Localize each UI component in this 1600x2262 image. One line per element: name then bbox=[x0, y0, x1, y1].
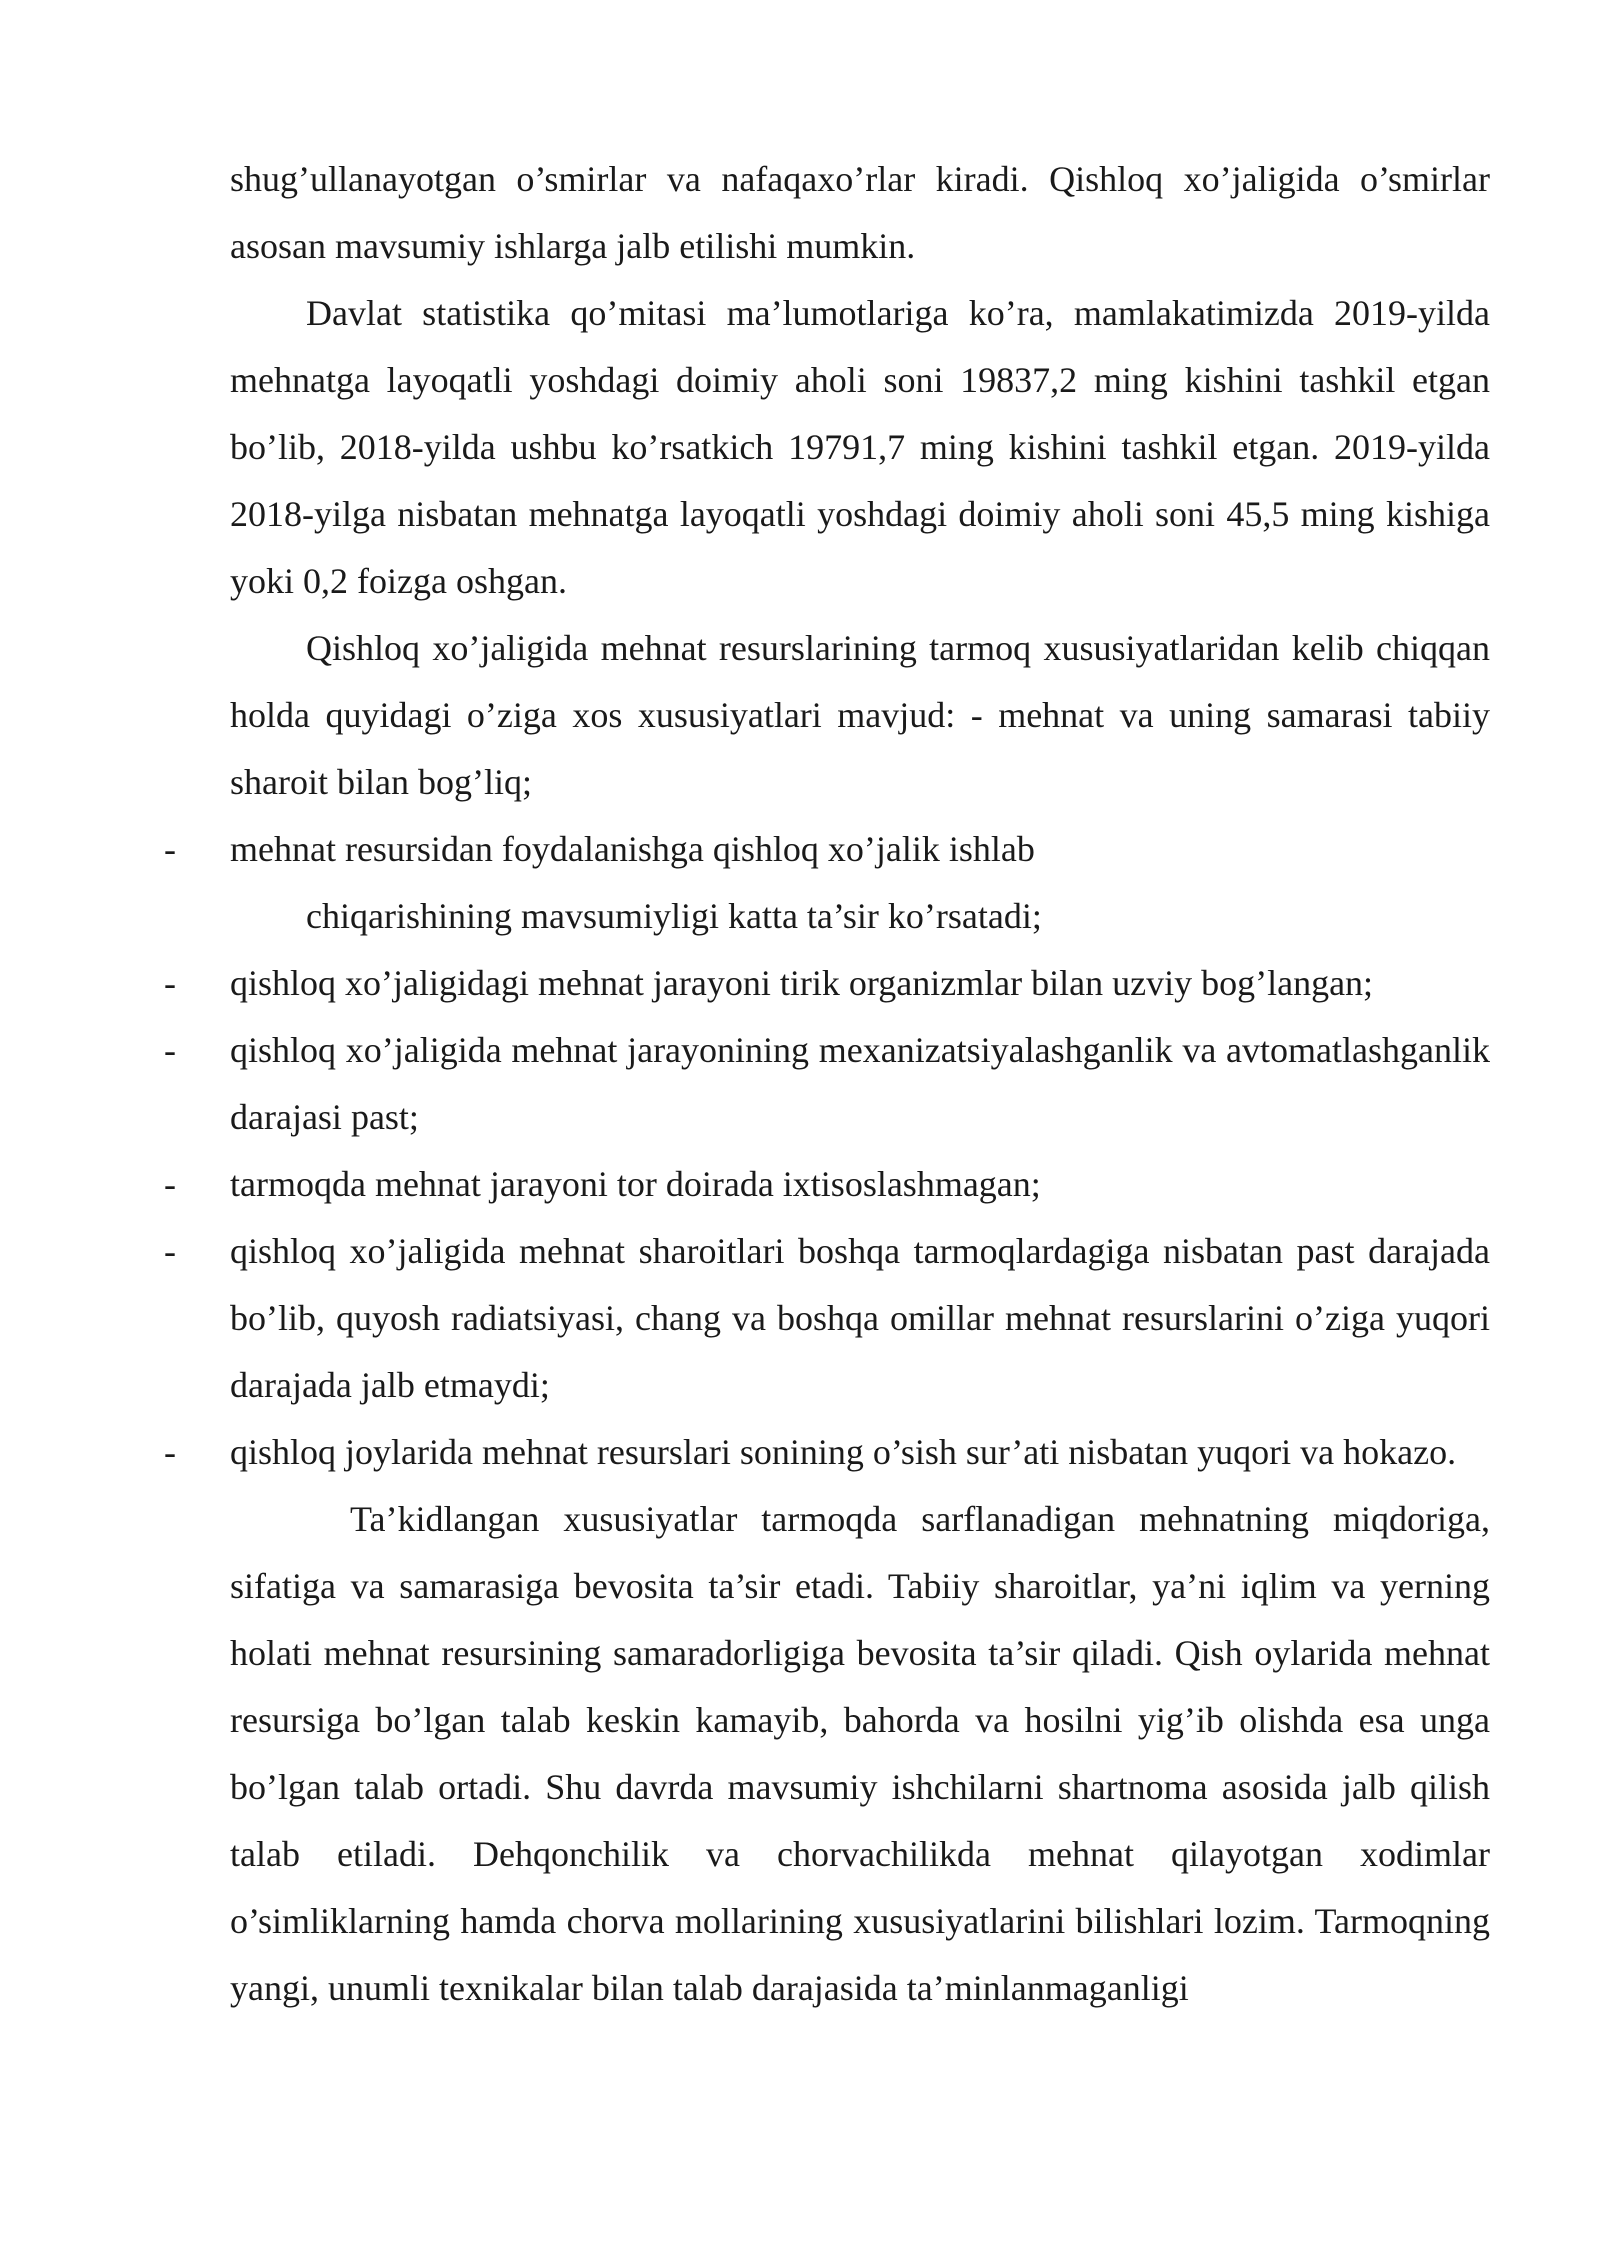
bullet-dash: - bbox=[164, 963, 176, 1003]
list-item bbox=[164, 1151, 1490, 1218]
list-item bbox=[164, 1218, 1490, 1419]
bullet-dash: - bbox=[164, 829, 176, 869]
paragraph-statistics: Davlat statistika qo’mitasi ma’lumotlariga ko’ra, mamlakatimizda 2019-yilda mehnatga layoqatli yoshdagi doimiy aholi soni 19837,2 ming kishini tashkil etgan bo’lib, 2018-yilda ushbu ko’rsatkich 19791,7 ming kishini tashkil etgan. 2019-yilda 2018-yilga nisbatan mehnatga layoqatli yoshdagi doimiy aholi soni 45,5 ming kishiga yoki 0,2 foizga oshgan. bbox=[230, 293, 1490, 601]
document-body bbox=[164, 146, 1490, 2022]
list-item-continuation: chiqarishining mavsumiyligi katta ta’sir ko’rsatadi; bbox=[306, 896, 1042, 936]
list-item-text: qishloq xo’jaligida mehnat jarayonining mexanizatsiyalashganlik va avtomatlashganlik darajasi past; bbox=[230, 1030, 1490, 1137]
paragraph-features-intro: Qishloq xo’jaligida mehnat resurslarining tarmoq xususiyatlaridan kelib chiqqan holda quyidagi o’ziga xos xususiyatlari mavjud: - mehnat va uning samarasi tabiiy sharoit bilan bog’liq; bbox=[230, 628, 1490, 802]
paragraph-continuation: shug’ullanayotgan o’smirlar va nafaqaxo’rlar kiradi. Qishloq xo’jaligida o’smirlar asosan mavsumiy ishlarga jalb etilishi mumkin. bbox=[230, 159, 1490, 266]
list-item-text: qishloq xo’jaligida mehnat sharoitlari boshqa tarmoqlardagiga nisbatan past darajada bo’lib, quyosh radiatsiyasi, chang va boshqa omillar mehnat resurslarini o’ziga yuqori darajada jalb etmaydi; bbox=[230, 1231, 1490, 1405]
bullet-dash: - bbox=[164, 1432, 176, 1472]
bullet-dash: - bbox=[164, 1231, 176, 1271]
list-item-text: mehnat resursidan foydalanishga qishloq xo’jalik ishlab bbox=[230, 829, 1035, 869]
list-item-text: qishloq joylarida mehnat resurslari sonining o’sish sur’ati nisbatan yuqori va hokazo. bbox=[230, 1432, 1457, 1472]
list-item bbox=[164, 1419, 1490, 1486]
list-item-text: tarmoqda mehnat jarayoni tor doirada ixtisoslashmagan; bbox=[230, 1164, 1041, 1204]
bullet-dash: - bbox=[164, 1164, 176, 1204]
list-item-text: qishloq xo’jaligidagi mehnat jarayoni tirik organizmlar bilan uzviy bog’langan; bbox=[230, 963, 1374, 1003]
list-item bbox=[164, 816, 1490, 883]
paragraph-conclusion: Ta’kidlangan xususiyatlar tarmoqda sarflanadigan mehnatning miqdoriga, sifatiga va samarasiga bevosita ta’sir etadi. Tabiiy sharoitlar, ya’ni iqlim va yerning holati mehnat resursining samaradorligiga bevosita ta’sir qiladi. Qish oylarida mehnat resursiga bo’lgan talab keskin kamayib, bahorda va hosilni yig’ib olishda esa unga bo’lgan talab ortadi. Shu davrda mavsumiy ishchilarni shartnoma asosida jalb qilish talab etiladi. Dehqonchilik va chorvachilikda mehnat qilayotgan xodimlar o’simliklarning hamda chorva mollarining xususiyatlarini bilishlari lozim. Tarmoqning yangi, unumli texnikalar bilan talab darajasida ta’minlanmaganligi bbox=[230, 1499, 1490, 2008]
bullet-dash: - bbox=[164, 1030, 176, 1070]
list-item bbox=[164, 1017, 1490, 1151]
list-item bbox=[164, 950, 1490, 1017]
